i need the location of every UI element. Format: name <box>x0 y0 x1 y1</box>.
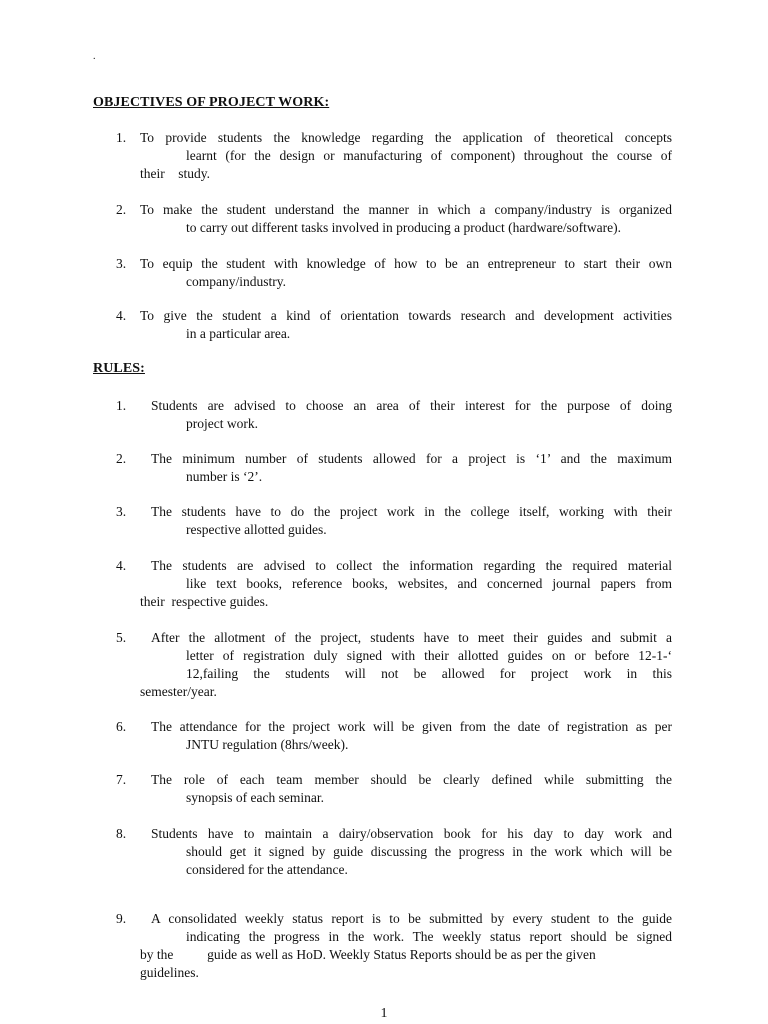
rule-line: The role of each team member should be clearly defined while submitting the <box>151 772 672 787</box>
rule-number: 8. <box>116 826 127 841</box>
rule-line: indicating the progress in the work. The weekly status report should be signed <box>186 929 672 944</box>
objective-line: learnt (for the design or manufacturing of component) throughout the course of <box>186 148 672 163</box>
rule-text <box>151 450 672 486</box>
rule-line: their respective guides. <box>140 594 269 609</box>
rule-line: respective allotted guides. <box>186 522 327 537</box>
rule-line: The minimum number of students allowed for a project is ‘1’ and the maximum <box>151 451 672 466</box>
objective-line: their study. <box>140 166 210 181</box>
objective-number: 3. <box>116 256 127 271</box>
rule-number: 6. <box>116 719 127 734</box>
objective-line: To give the student a kind of orientation towards research and development activities <box>140 308 672 323</box>
rule-line: by the guide as well as HoD. Weekly Status Reports should be as per the given <box>140 947 596 962</box>
rule-line: After the allotment of the project, students have to meet their guides and submit a <box>151 630 672 645</box>
rule-line: letter of registration duly signed with their allotted guides on or before 12-1-‘ <box>186 648 672 663</box>
rule-text <box>151 397 672 433</box>
objective-line: To make the student understand the manner in which a company/industry is organized <box>140 202 672 217</box>
rule-line: The attendance for the project work will be given from the date of registration as per <box>151 719 672 734</box>
rule-line: JNTU regulation (8hrs/week). <box>186 737 349 752</box>
rule-line: considered for the attendance. <box>186 862 348 877</box>
rule-number: 5. <box>116 630 127 645</box>
objective-text <box>140 255 672 291</box>
objective-line: in a particular area. <box>186 326 291 341</box>
objective-line: company/industry. <box>186 274 286 289</box>
objective-line: To equip the student with knowledge of how to be an entrepreneur to start their own <box>140 256 672 271</box>
objective-line: to carry out different tasks involved in producing a product (hardware/software). <box>186 220 621 235</box>
rule-text <box>140 910 672 982</box>
rule-line: semester/year. <box>140 684 217 699</box>
rule-text <box>140 629 672 701</box>
objectives-heading: OBJECTIVES OF PROJECT WORK: <box>93 95 330 110</box>
page-number: 1 <box>380 1006 388 1021</box>
rule-number: 3. <box>116 504 127 519</box>
objective-line: To provide students the knowledge regarding the application of theoretical concepts <box>140 130 672 145</box>
rule-text <box>140 557 672 611</box>
rule-text <box>151 718 672 754</box>
rule-line: The students are advised to collect the information regarding the required material <box>151 558 672 573</box>
rule-line: Students are advised to choose an area of their interest for the purpose of doing <box>151 398 672 413</box>
rule-line: should get it signed by guide discussing the progress in the work which will be <box>186 844 672 859</box>
rule-text <box>151 503 672 539</box>
rule-text <box>151 825 672 879</box>
rule-line: 12,failing the students will not be allowed for project work in this <box>186 666 672 681</box>
objective-text <box>140 129 672 183</box>
rule-number: 7. <box>116 772 127 787</box>
rule-line: number is ‘2’. <box>186 469 263 484</box>
rule-number: 2. <box>116 451 127 466</box>
rule-text <box>151 771 672 807</box>
rule-line: project work. <box>186 416 258 431</box>
objective-number: 4. <box>116 308 127 323</box>
marker-dot: . <box>93 51 96 62</box>
objective-text <box>140 307 672 343</box>
objective-number: 2. <box>116 202 127 217</box>
rule-number: 4. <box>116 558 127 573</box>
rule-number: 9. <box>116 911 127 926</box>
rule-line: Students have to maintain a dairy/observation book for his day to day work and <box>151 826 672 841</box>
rule-line: guidelines. <box>140 965 199 980</box>
rule-line: A consolidated weekly status report is to be submitted by every student to the guide <box>151 911 672 926</box>
rule-number: 1. <box>116 398 127 413</box>
rule-line: The students have to do the project work in the college itself, working with their <box>151 504 672 519</box>
objective-text <box>140 201 672 237</box>
objective-number: 1. <box>116 130 127 145</box>
rule-line: like text books, reference books, websites, and concerned journal papers from <box>186 576 672 591</box>
rules-heading: RULES: <box>93 361 145 376</box>
rule-line: synopsis of each seminar. <box>186 790 324 805</box>
